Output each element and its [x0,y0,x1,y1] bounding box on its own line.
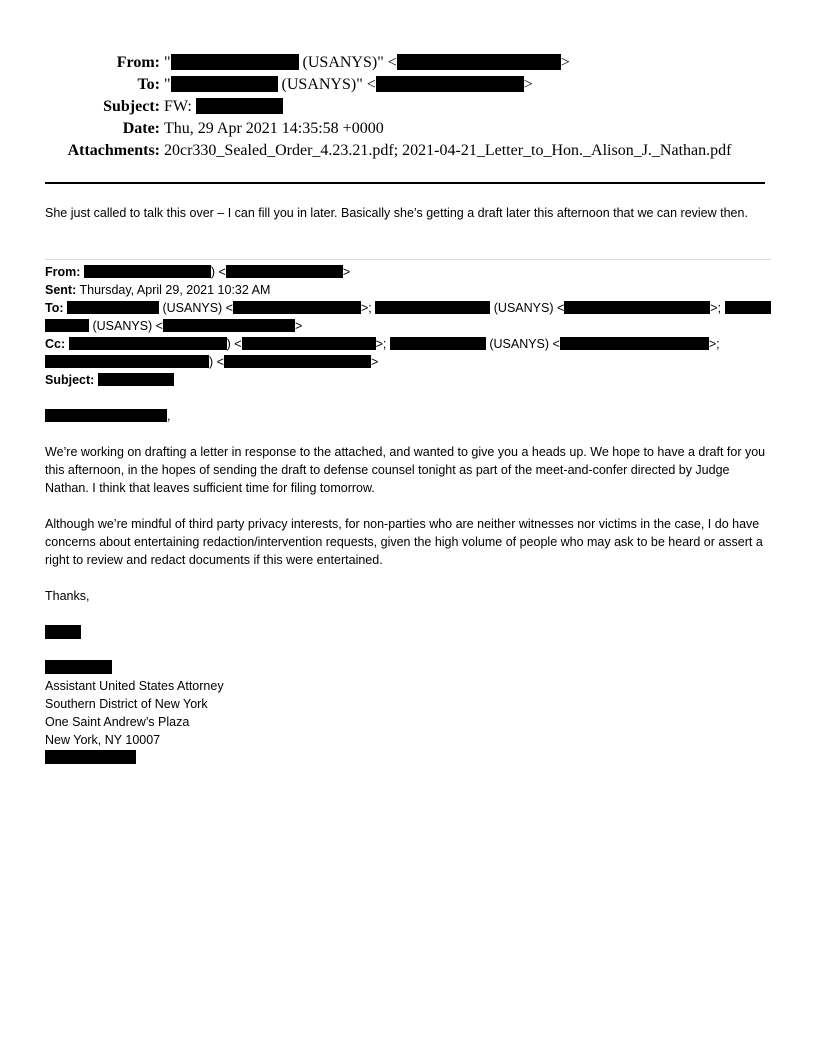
header-from-row [0,52,816,74]
forwarded-from-row: From: ) < > [45,265,351,279]
redaction-block [233,301,361,314]
signature-title: Assistant United States Attorney [45,679,224,693]
redaction-block [560,337,709,350]
header-attachments-value: 20cr330_Sealed_Order_4.23.21.pdf; 2021-04-21_Letter_to_Hon._Alison_J._Nathan.pdf [164,142,732,159]
redaction-block [725,301,771,314]
forwarded-divider [45,259,771,260]
header-from-label: From: [116,54,160,71]
redaction-block [69,337,227,350]
signature-address-1: One Saint Andrew’s Plaza [45,715,190,729]
signature-fullname [45,659,771,677]
header-to-value: " (USANYS)" < > [164,76,533,93]
forwarded-cc-row: Cc: ) < >; (USANYS) < >; [45,337,720,351]
reply-body: She just called to talk this over – I can fill you in later. Basically she’s getting a draft later this afternoon that we can review then. [45,206,748,220]
redaction-block [45,660,112,674]
redaction-block [171,76,278,92]
redaction-block [45,750,136,764]
redaction-block [375,301,490,314]
header-attachments-label: Attachments: [67,142,160,159]
forwarded-from-label: From: [45,265,81,279]
forwarded-subject-row [45,371,771,389]
redaction-block [390,337,486,350]
redaction-block [224,355,371,368]
forwarded-subject-label: Subject: [45,373,95,387]
redaction-block [84,265,211,278]
forwarded-to-row: To: (USANYS) < >; (USANYS) < >; [45,299,771,317]
signature-phone [45,749,771,767]
header-attachments-row [0,140,816,162]
header-subject-row [0,96,816,118]
forwarded-to-row-cont: (USANYS) < > [45,317,771,335]
forwarded-cc-row-cont: ) < > [45,353,771,371]
signature-block [45,677,771,767]
email-header [0,52,816,162]
forwarded-sent-row [45,281,771,299]
forwarded-sent-label: Sent: [45,283,77,297]
redaction-block [45,625,81,639]
header-from-value: " (USANYS)" < > [164,54,570,71]
signature-office: Southern District of New York [45,697,208,711]
signature-name [45,624,771,642]
redaction-block [196,98,283,114]
redaction-block [376,76,524,92]
redaction-block [67,301,159,314]
header-subject-value: FW: [164,96,283,118]
redaction-block [171,54,299,70]
signature-address-2: New York, NY 10007 [45,733,161,747]
redaction-block [226,265,343,278]
header-subject-label: Subject: [103,98,160,115]
header-date-row [0,118,816,140]
closing: Thanks, [45,589,90,603]
redaction-block [163,319,295,332]
header-to-row [0,74,816,96]
forwarded-to-label: To: [45,301,64,315]
forwarded-cc-label: Cc: [45,337,66,351]
header-date-label: Date: [122,120,160,137]
redaction-block [564,301,710,314]
redaction-block [45,409,167,422]
redaction-block [242,337,376,350]
forwarded-sent-value: Thursday, April 29, 2021 10:32 AM [79,283,271,297]
redaction-block [98,373,174,386]
redaction-block [45,355,209,368]
redaction-block [45,319,89,332]
forwarded-paragraph-2: Although we’re mindful of third party privacy interests, for non-parties who are neither witnesses nor victims in the case, I do have concerns about entertaining redaction/intervention requests, given the high volume of people who may ask to be heard or assert a right to review and redact documents if this were entertained. [45,517,763,567]
forwarded-header [45,263,771,389]
redaction-block [397,54,561,70]
salutation: , [45,407,771,425]
header-divider [45,182,765,184]
header-to-label: To: [137,76,160,93]
header-date-value: Thu, 29 Apr 2021 14:35:58 +0000 [164,120,384,137]
forwarded-paragraph-1: We’re working on drafting a letter in response to the attached, and wanted to give you a heads up. We hope to have a draft for you this afternoon, in the hopes of sending the draft to defense counsel tonight as part of the meet-and-confer directed by Judge Nathan. I think that leaves sufficient time for filing tomorrow. [45,445,766,495]
